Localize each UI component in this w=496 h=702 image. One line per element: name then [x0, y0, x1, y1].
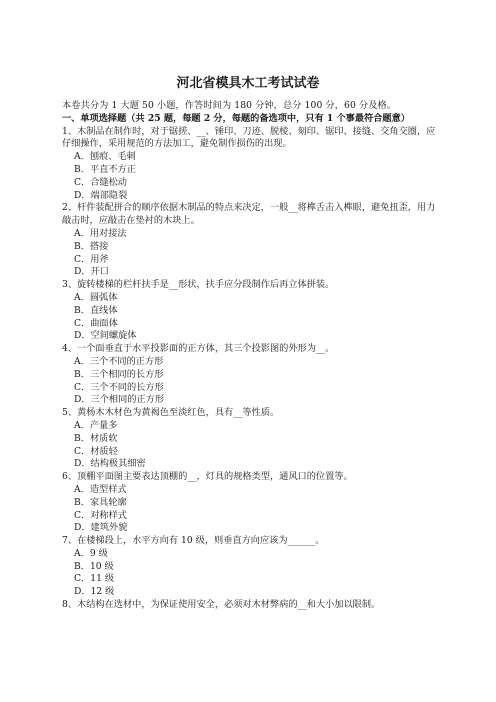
answer-option: B．直线体 [74, 304, 118, 316]
question-list [62, 126, 438, 612]
answer-option: C．对称样式 [74, 509, 127, 521]
question-stem: 5、黄杨木木材色为黄褐色至淡红色，具有__等性质。 [62, 407, 280, 419]
answer-option: B．平直不方正 [74, 163, 136, 175]
answer-option: A．用对接法 [74, 227, 127, 239]
answer-option: D．结构极其细密 [74, 458, 146, 470]
answer-option: A．9 级 [74, 547, 108, 559]
answer-option: D．建筑外貌 [74, 522, 128, 534]
question-stem: 7、在楼梯段上，水平方向有 10 级，则垂直方向应该为______。 [62, 535, 325, 547]
answer-option: D．12 级 [74, 586, 115, 598]
answer-option: D．端部隐裂 [74, 189, 128, 201]
answer-option: B．材质软 [74, 432, 118, 444]
question-stem: 1、木制品在制作时，对于锯搓、__、锤印、刀迹、脱棱、刻印、锯印、接缝、交角交圈，应仔细操作，采用规范的方法加工，避免制作损伤的出现。 [62, 125, 436, 150]
question-stem: 6、顶棚平面图主要表达顶棚的__，灯具的规格类型，通风口的位置等。 [62, 471, 353, 483]
answer-option: B．10 级 [74, 560, 114, 572]
question-stem: 8、木结构在选材中，为保证使用安全，必须对木材弊病的__和大小加以限制。 [62, 599, 381, 611]
answer-option: C．三个不同的长方形 [74, 381, 164, 393]
answer-option: D．空间螺旋体 [74, 330, 137, 342]
answer-option: A．三个不同的正方形 [74, 355, 164, 367]
answer-option: A．产量多 [74, 419, 118, 431]
answer-option: C．曲面体 [74, 317, 118, 329]
answer-option: A．刨痕、毛刺 [74, 151, 136, 163]
answer-option: C．用斧 [74, 253, 109, 265]
question-stem: 3、旋转楼梯的栏杆扶手是__形状，扶手应分段制作后再立体拼装。 [62, 279, 335, 291]
exam-content [62, 100, 438, 612]
answer-option: C．11 级 [74, 573, 115, 585]
answer-option: B．三个相同的长方形 [74, 368, 164, 380]
exam-intro: 本卷共分为 1 大题 50 小题，作答时间为 180 分钟，总分 100 分，60 分及格。 [62, 100, 397, 111]
question-stem: 2、杆件装配拼合的顺序依据木制品的特点来决定，一般__将榫舌击入榫眼，避免扭歪，用力敲击时，应敲击在垫衬的木块上。 [62, 202, 436, 227]
answer-option: B．搭接 [74, 240, 109, 252]
answer-option: C．材质轻 [74, 445, 118, 457]
answer-option: B．家具轮廓 [74, 496, 127, 508]
section-header: 一、单项选择题（共 25 题，每题 2 分，每题的备选项中，只有 1 个事最符合题意） [62, 112, 410, 124]
answer-option: C．合缝松动 [74, 176, 127, 188]
answer-option: D．三个相同的正方形 [74, 394, 165, 406]
answer-option: D．开口 [74, 266, 109, 278]
question-stem: 4、一个面垂直于水平投影面的正方体，其三个投影图的外形为__。 [62, 343, 335, 355]
answer-option: A．圆弧体 [74, 291, 118, 303]
page-title: 河北省模具木工考试试卷 [176, 76, 320, 91]
answer-option: A．造型样式 [74, 483, 127, 495]
